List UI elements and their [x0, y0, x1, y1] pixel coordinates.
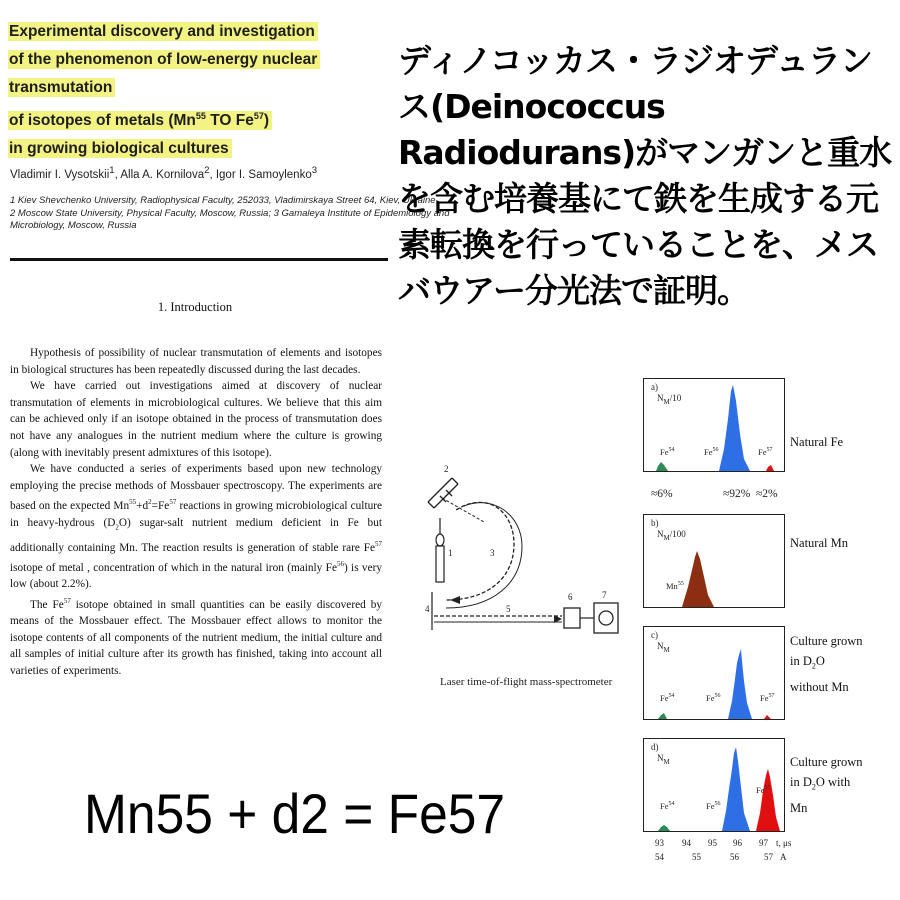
header-divider [10, 258, 388, 261]
affiliation-line: Microbiology, Moscow, Russia [10, 220, 137, 231]
spectrum-plot [644, 379, 784, 471]
section-heading: 1. Introduction [157, 300, 233, 314]
oscilloscope [594, 603, 618, 633]
title-line-1: Experimental discovery and investigation [8, 22, 318, 41]
peak-fe56 [719, 385, 750, 471]
part-number: 4 [425, 604, 430, 614]
author-2: Alla A. Kornilova [120, 168, 205, 181]
abundance-fe56: ≈92% [723, 488, 751, 500]
isotope-label: Fe$^{56}$ [704, 447, 719, 457]
laser-beam [442, 498, 484, 522]
time-tick: 97 [759, 838, 768, 848]
peak-fe56 [728, 649, 752, 719]
isotope-label: Mn$^{55}$ [666, 581, 684, 591]
spectrum-plot [644, 515, 784, 607]
mass-tick: 54 [655, 852, 664, 862]
mass-tick: 55 [692, 852, 701, 862]
time-unit: t, μs [776, 838, 792, 848]
affiliation-line: 2 Moscow State University, Physical Faculty, Moscow, Russia; 3 Gamaleya Institute of Epidemiology and [10, 207, 450, 219]
paragraph: Hypothesis of possibility of nuclear transmutation of elements and isotopes in biological structures has been repeatedly discussed during the last decades. [10, 347, 382, 376]
peak-fe57 [764, 715, 771, 719]
isotope-label: Fe$^{57}$ [758, 447, 773, 457]
author-list: Vladimir I. Vysotskii$^1$, Alla A. Kornilova$^2$, Igor I. Samoylenko$^3$ [10, 165, 318, 181]
spectrum-panel-natural-mn [643, 514, 785, 608]
affiliations [10, 195, 450, 233]
part-number: 1 [448, 548, 453, 558]
paragraph: We have conducted a series of experiments based upon new technology employing the precise methods of Mossbauer spectroscopy. The experiments are based on the expected $Mn^{55}+d^2=Fe^{57}$ reactions in growing microbiological culture in heavy-hydrous $(D_2O)$ sugar-salt nutrient medium deficient in Fe but additionally containing Mn. The reaction results is generation of stable rare Fe$^{57}$ isotope of metal , concentration of which in the natural iron (mainly Fe$^{56}$) is very low (about 2.2%). [10, 463, 383, 591]
author-3: Igor I. Samoylenko [215, 168, 312, 181]
detector-box [564, 608, 580, 628]
panel-y-label: $N_M/100$ [657, 529, 686, 542]
isotope-label: Fe$^{57}$ [760, 693, 775, 703]
panel-y-label: $N_M$ [657, 753, 670, 766]
isotope-label: Fe$^{54}$ [660, 693, 675, 703]
affiliation-line: 1 Kiev Shevchenko University, Radiophysical Faculty, 252033, Vladimirskaya Street 64, Kiev, Ukraine [10, 195, 436, 206]
peak-fe54 [658, 825, 670, 831]
panel-caption: Culture grown in $D_2O$ with Mn [790, 755, 863, 815]
isotope-label: Fe$^{56}$ [706, 801, 721, 811]
peak-fe54 [658, 713, 667, 719]
mass-tick: 56 [730, 852, 739, 862]
panel-caption: Natural Fe [790, 435, 844, 449]
abundance-fe57: ≈2% [756, 488, 778, 500]
peak-fe57 [766, 465, 774, 471]
time-tick: 96 [733, 838, 742, 848]
reaction-equation: Mn55 + d2 = Fe57 [84, 782, 506, 845]
time-tick: 95 [708, 838, 717, 848]
paragraph: The Fe$^{57}$ isotope obtained in small quantities can be easily discovered by means of the Mossbauer effect. The Mossbauer effect allows to monitor the isotope contents of all components of the nutrient medium, the initial culture and all samples of initial culture after its growth has finished, taking into account all varieties of experiments. [10, 596, 383, 677]
ion-flight-path [446, 502, 514, 600]
peak-fe57 [756, 769, 780, 831]
panel-tag: d) [651, 742, 659, 752]
part-number: 3 [490, 548, 495, 558]
paper-title [8, 18, 353, 163]
panel-y-label: $N_M$ [657, 641, 670, 654]
title-line-2: of the phenomenon of low-energy nuclear transmutation [8, 50, 320, 97]
spectrum-panel-culture-with-mn [643, 738, 785, 832]
time-tick: 94 [682, 838, 691, 848]
panel-tag: c) [651, 630, 658, 640]
paper-body [10, 345, 382, 680]
isotope-label: Fe$^{56}$ [706, 693, 721, 703]
apparatus-caption: Laser time-of-flight mass-spectrometer [440, 676, 613, 688]
isotope-label: Fe$^{57}$ [756, 785, 771, 795]
peak-fe54 [656, 462, 668, 471]
author-1: Vladimir I. Vysotskii [10, 168, 110, 181]
panel-tag: b) [651, 518, 659, 528]
part-number: 2 [444, 464, 449, 474]
panel-tag: a) [651, 382, 658, 392]
isotope-label: Fe$^{54}$ [660, 801, 675, 811]
peak-fe56 [722, 747, 750, 831]
paragraph: We have carried out investigations aimed at discovery of nuclear transmutation of elements in microbiological cultures. We believe that this aim can be achieved only if an isotope obtained in the process of transmutation does not have any analogues in the nutrient medium where the culture is growing (along with inevitably present admixtures of this isotope). [10, 380, 382, 459]
mass-unit: A [780, 852, 787, 862]
laser-source [428, 478, 458, 508]
peak-mn55 [682, 551, 714, 607]
spectrum-plot [644, 627, 784, 719]
spectrum-panel-natural-fe [643, 378, 785, 472]
spectrum-panel-culture-without-mn [643, 626, 785, 720]
time-tick: 93 [655, 838, 664, 848]
part-number: 5 [506, 604, 511, 614]
title-line-4: in growing biological cultures [8, 139, 232, 158]
mass-tick: 57 [764, 852, 773, 862]
target-holder [436, 518, 444, 582]
japanese-headline: ディノコッカス・ラジオデュランス(Deinococcus Radiodurans)がマンガンと重水を含む培養基にて鉄を生成する元素転換を行っていることを、メスバウアー分光法で証明。 [398, 41, 892, 310]
panel-caption: Culture grown in $D_2O$ without Mn [790, 634, 863, 694]
part-number: 6 [568, 592, 573, 602]
part-number: 7 [602, 590, 607, 600]
abundance-fe54: ≈6% [651, 488, 673, 500]
panel-y-label: $N_M/10$ [657, 393, 682, 406]
mass-spectrometer-diagram [422, 460, 622, 650]
panel-caption: Natural Mn [790, 536, 848, 550]
isotope-label: Fe$^{54}$ [660, 447, 675, 457]
title-line-3: of isotopes of metals (Mn$^{55}$ TO Fe$^{57}$) [8, 111, 272, 130]
